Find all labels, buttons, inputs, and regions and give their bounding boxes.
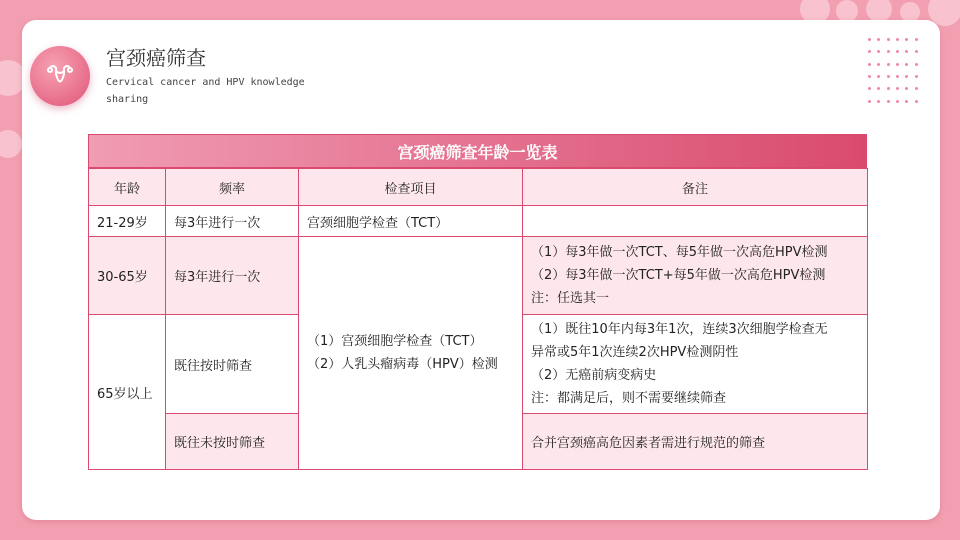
screening-grid — [88, 168, 868, 470]
cell-frequency: 每3年进行一次 — [166, 206, 299, 237]
cell-age: 65岁以上 — [89, 315, 166, 470]
cell-exam: 宫颈细胞学检查（TCT） — [299, 206, 523, 237]
page-subtitle: Cervical cancer and HPV knowledge sharing — [106, 77, 305, 105]
blossom-decoration — [866, 0, 892, 22]
cell-frequency: 每3年进行一次 — [166, 237, 299, 315]
cell-age: 30-65岁 — [89, 237, 166, 315]
cell-note — [523, 237, 868, 315]
column-header-frequency: 频率 — [166, 169, 299, 206]
table-row — [89, 206, 868, 237]
exam-line: （1）宫颈细胞学检查（TCT） — [307, 334, 483, 349]
note-line: （1）每3年做一次TCT、每5年做一次高危HPV检测 — [531, 245, 828, 260]
table-row — [89, 237, 868, 315]
note-line: 注：任选其一 — [531, 291, 610, 306]
table-caption: 宫颈癌筛查年龄一览表 — [88, 134, 867, 168]
column-header-note: 备注 — [523, 169, 868, 206]
cell-frequency: 既往未按时筛查 — [166, 414, 299, 470]
blossom-decoration — [900, 2, 920, 22]
uterus-icon — [30, 46, 90, 106]
page-title: 宫颈癌筛查 — [106, 46, 206, 70]
exam-line: （2）人乳头瘤病毒（HPV）检测 — [307, 357, 498, 372]
cell-frequency: 既往按时筛查 — [166, 315, 299, 414]
screening-table — [88, 134, 867, 470]
note-line: （2）每3年做一次TCT+每5年做一次高危HPV检测 — [531, 268, 826, 283]
note-line: 注：都满足后，则不需要继续筛查 — [531, 391, 727, 406]
cell-note — [523, 206, 868, 237]
note-line: （2）无癌前病变病史 — [531, 368, 657, 383]
blossom-decoration — [0, 130, 22, 158]
cell-age: 21-29岁 — [89, 206, 166, 237]
cell-note: 合并宫颈癌高危因素者需进行规范的筛查 — [523, 414, 868, 470]
note-line: （1）既往10年内每3年1次，连续3次细胞学检查无 — [531, 322, 828, 337]
column-header-exam: 检查项目 — [299, 169, 523, 206]
cell-note — [523, 315, 868, 414]
table-header-row — [89, 169, 868, 206]
note-line: 异常或5年1次连续2次HPV检测阴性 — [531, 345, 739, 360]
blossom-decoration — [836, 0, 858, 22]
column-header-age: 年龄 — [89, 169, 166, 206]
cell-exam-shared — [299, 237, 523, 470]
dot-grid-decoration — [868, 38, 924, 106]
